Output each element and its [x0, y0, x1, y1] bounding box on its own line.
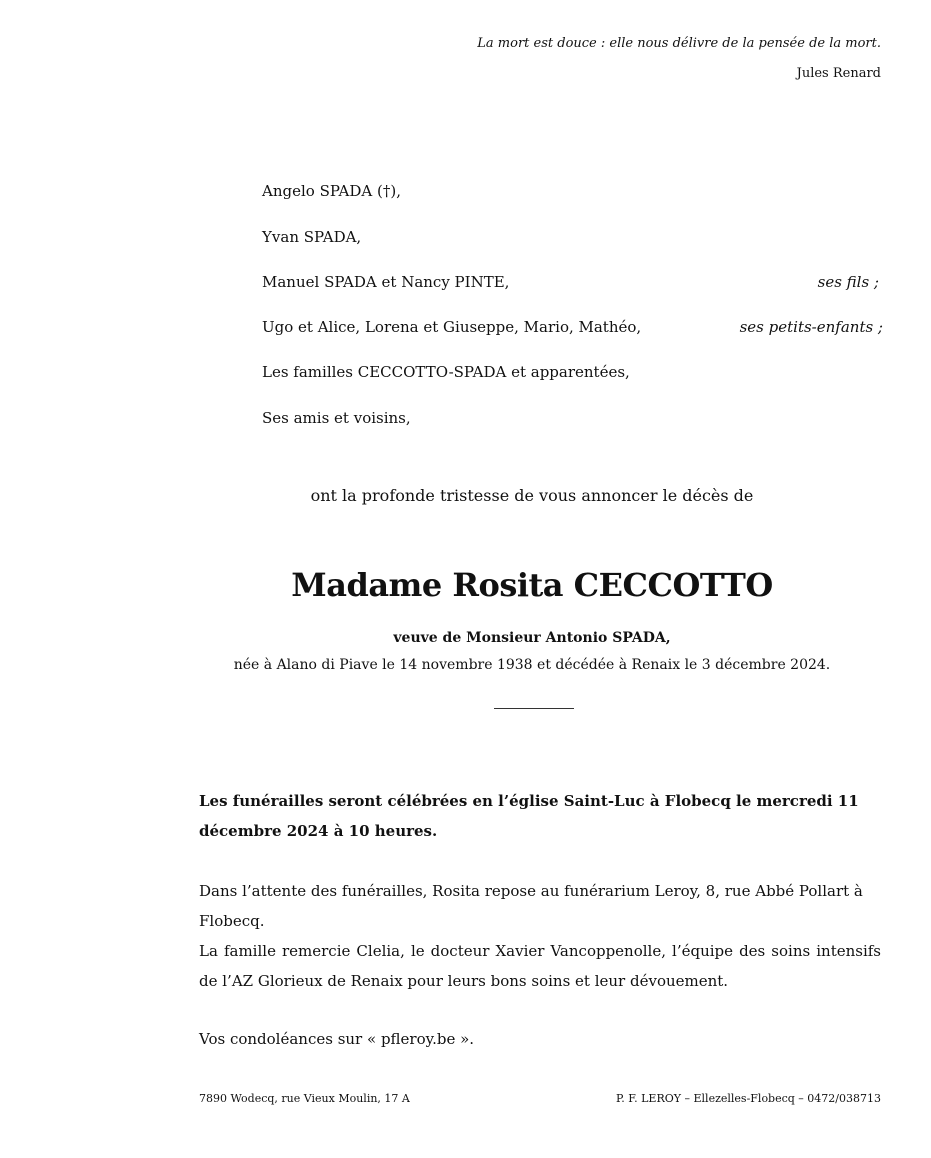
- family-line-2: Yvan SPADA,: [262, 228, 362, 246]
- family-line-4: Ugo et Alice, Lorena et Giuseppe, Mario, Mathéo,: [262, 318, 642, 336]
- family-line-5: Les familles CECCOTTO-SPADA et apparentées,: [262, 363, 630, 381]
- rest-info: Dans l’attente des funérailles, Rosita repose au funérarium Leroy, 8, rue Abbé Pollart à Flobecq.: [199, 882, 863, 930]
- condolences-text: Vos condoléances sur « pfleroy.be ».: [199, 1030, 475, 1048]
- family-role-grandchildren: ses petits-enfants ;: [739, 318, 883, 336]
- footer-funeral-home: P. F. LEROY – Ellezelles-Flobecq – 0472/038713: [616, 1092, 881, 1105]
- deceased-name: Madame Rosita CECCOTTO: [291, 566, 773, 604]
- epigraph-quote: La mort est douce : elle nous délivre de la pensée de la mort.: [477, 36, 881, 51]
- thanks-text: La famille remercie Clelia, le docteur Xavier Vancoppenolle, l’équipe des soins intensifs de l’AZ Glorieux de Renaix pour leurs bons soins et leur dévouement.: [199, 942, 881, 990]
- separator-line: [494, 708, 574, 709]
- widow-of: veuve de Monsieur Antonio SPADA,: [393, 630, 671, 646]
- funeral-info: Les funérailles seront célébrées en l’église Saint-Luc à Flobecq le mercredi 11 décembre 2024 à 10 heures.: [199, 792, 859, 840]
- family-line-6: Ses amis et voisins,: [262, 409, 411, 427]
- epigraph-author: Jules Renard: [796, 66, 881, 81]
- family-role-sons: ses fils ;: [817, 273, 879, 291]
- birth-death-dates: née à Alano di Piave le 14 novembre 1938 et décédée à Renaix le 3 décembre 2024.: [233, 657, 831, 673]
- announcement: ont la profonde tristesse de vous annoncer le décès de: [310, 486, 754, 505]
- footer-address: 7890 Wodecq, rue Vieux Moulin, 17 A: [199, 1092, 410, 1105]
- family-line-1: Angelo SPADA (†),: [262, 182, 401, 200]
- family-line-3: Manuel SPADA et Nancy PINTE,: [262, 273, 510, 291]
